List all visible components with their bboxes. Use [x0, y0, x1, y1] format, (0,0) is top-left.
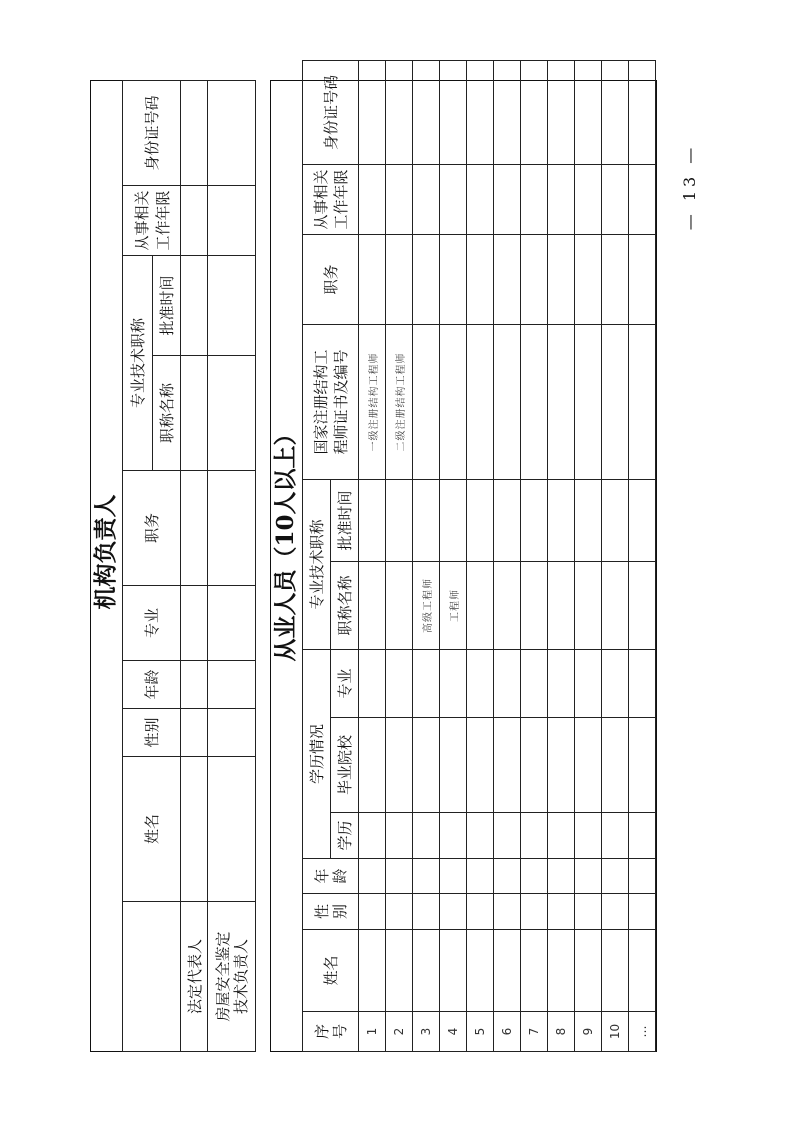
- cell: [629, 813, 656, 859]
- row-cert: [413, 324, 440, 479]
- row-seq: 9: [575, 1012, 602, 1052]
- table-row: [629, 60, 656, 1051]
- staff-table: [302, 60, 656, 1052]
- age-line1: 年: [312, 868, 331, 884]
- table-row: [413, 60, 440, 1051]
- cell: [386, 234, 413, 324]
- work-years-line2: 工作年限: [153, 190, 172, 251]
- header-id-number: 身份证号码: [123, 80, 181, 185]
- cell: [521, 479, 548, 561]
- cell: [467, 718, 494, 813]
- table-row: [386, 60, 413, 1051]
- cell: [181, 661, 208, 709]
- cell: [494, 649, 521, 717]
- cell: [602, 813, 629, 859]
- cell: [575, 649, 602, 717]
- row-title-name: [359, 561, 386, 649]
- row-seq: 7: [521, 1012, 548, 1052]
- cell: [494, 813, 521, 859]
- cell: [521, 60, 548, 164]
- cell: [575, 479, 602, 561]
- cell: [440, 234, 467, 324]
- row-title-name: [494, 561, 521, 649]
- tech-lead-line1: 房屋安全鉴定: [213, 931, 232, 1022]
- cell: [629, 718, 656, 813]
- cell: [521, 859, 548, 894]
- cell: [208, 185, 256, 255]
- header-gender: [303, 894, 359, 930]
- row-title-name: 高级工程师: [413, 561, 440, 649]
- cell: [208, 586, 256, 661]
- cell: [181, 80, 208, 185]
- cell: [181, 709, 208, 757]
- cell: [575, 60, 602, 164]
- header-approval-time: 批准时间: [331, 479, 359, 561]
- row-title-name: [629, 561, 656, 649]
- cell: [602, 479, 629, 561]
- seq-line1: 序: [312, 1024, 331, 1040]
- header-name: 姓名: [303, 930, 359, 1012]
- cell: [494, 894, 521, 930]
- row-cert: 一级注册结构工程师: [359, 324, 386, 479]
- row-title-name: [575, 561, 602, 649]
- cell: [494, 234, 521, 324]
- table-row: [494, 60, 521, 1051]
- cell: [413, 930, 440, 1012]
- cell: [386, 813, 413, 859]
- header-gender: 性别: [123, 709, 181, 757]
- cell: [467, 859, 494, 894]
- cell: [602, 164, 629, 234]
- cell: [521, 234, 548, 324]
- header-school: 毕业院校: [331, 718, 359, 813]
- cell: [208, 757, 256, 902]
- row-cert: [494, 324, 521, 479]
- cell: [602, 894, 629, 930]
- cell: [386, 479, 413, 561]
- header-major: 专业: [123, 586, 181, 661]
- cell: [494, 718, 521, 813]
- cell: [386, 930, 413, 1012]
- header-id-number: 身份证号码: [303, 60, 359, 164]
- table-row: [575, 60, 602, 1051]
- cell: [413, 894, 440, 930]
- cell: [548, 649, 575, 717]
- cell: [359, 718, 386, 813]
- cell: [440, 164, 467, 234]
- cell: [440, 894, 467, 930]
- cell: [440, 930, 467, 1012]
- cell: [467, 649, 494, 717]
- cell: [208, 471, 256, 586]
- row-cert: [548, 324, 575, 479]
- cell: [181, 757, 208, 902]
- row-seq: 3: [413, 1012, 440, 1052]
- cell: [548, 60, 575, 164]
- row-title-name: [602, 561, 629, 649]
- staff-rows: [359, 60, 656, 1051]
- cell: [494, 164, 521, 234]
- cell: [208, 80, 256, 185]
- cell: [629, 930, 656, 1012]
- header-age: 年龄: [123, 661, 181, 709]
- cell: [575, 718, 602, 813]
- cell: [629, 164, 656, 234]
- cell: [359, 164, 386, 234]
- row-cert: [521, 324, 548, 479]
- header-degree: 学历: [331, 813, 359, 859]
- cell: [386, 894, 413, 930]
- cell: [494, 930, 521, 1012]
- header-cert: [303, 324, 359, 479]
- cell: [386, 164, 413, 234]
- row-cert: [440, 324, 467, 479]
- header-age: [303, 859, 359, 894]
- cell: [602, 649, 629, 717]
- header-tech-title: 专业技术职称: [303, 479, 331, 649]
- row-title-name: [548, 561, 575, 649]
- row-seq: 4: [440, 1012, 467, 1052]
- header-tech-title: 专业技术职称: [123, 255, 153, 470]
- cell: [359, 479, 386, 561]
- leaders-table: [122, 80, 256, 1052]
- cell: [548, 718, 575, 813]
- row-seq: 1: [359, 1012, 386, 1052]
- cell: [413, 479, 440, 561]
- gender-line1: 性: [312, 904, 331, 920]
- cell: [413, 234, 440, 324]
- cell: [440, 813, 467, 859]
- header-approval-time: 批准时间: [153, 255, 181, 355]
- row-title-name: [467, 561, 494, 649]
- cell: [181, 255, 208, 355]
- table-row: [602, 60, 629, 1051]
- age-line2: 龄: [330, 868, 349, 884]
- cell: [575, 894, 602, 930]
- cell: [413, 60, 440, 164]
- header-major: 专业: [331, 649, 359, 717]
- cell: [359, 234, 386, 324]
- cell: [413, 649, 440, 717]
- table-row: [440, 60, 467, 1051]
- cell: [629, 234, 656, 324]
- cell: [208, 255, 256, 355]
- cell: [521, 930, 548, 1012]
- cell: [602, 60, 629, 164]
- tech-lead-line2: 技术负责人: [231, 939, 250, 1015]
- header-name: 姓名: [123, 757, 181, 902]
- cell: [467, 813, 494, 859]
- cell: [440, 60, 467, 164]
- cell: [629, 894, 656, 930]
- cell: [208, 356, 256, 471]
- cell: [359, 859, 386, 894]
- cell: [575, 164, 602, 234]
- work-years-line1: 从事相关: [311, 169, 330, 230]
- cell: [359, 894, 386, 930]
- header-work-years: [123, 185, 181, 255]
- page-number: — 13 —: [680, 143, 699, 231]
- cell: [494, 60, 521, 164]
- row-cert: [467, 324, 494, 479]
- cell: [602, 234, 629, 324]
- cell: [602, 859, 629, 894]
- cell: [467, 234, 494, 324]
- table-row: [359, 60, 386, 1051]
- cell: [629, 479, 656, 561]
- header-seq: [303, 1012, 359, 1052]
- cell: [602, 718, 629, 813]
- row-seq: 6: [494, 1012, 521, 1052]
- cell: [521, 894, 548, 930]
- table-row: [548, 60, 575, 1051]
- header-position: 职务: [123, 471, 181, 586]
- header-blank: [123, 902, 181, 1052]
- cell: [575, 859, 602, 894]
- cell: [521, 164, 548, 234]
- cell: [181, 185, 208, 255]
- header-title-name: 职称名称: [153, 356, 181, 471]
- header-position: 职务: [303, 234, 359, 324]
- header-title-name: 职称名称: [331, 561, 359, 649]
- cell: [521, 649, 548, 717]
- cell: [181, 356, 208, 471]
- row-cert: [575, 324, 602, 479]
- row-seq: 8: [548, 1012, 575, 1052]
- cell: [181, 586, 208, 661]
- cell: [629, 859, 656, 894]
- cell: [413, 813, 440, 859]
- cell: [386, 649, 413, 717]
- cell: [548, 479, 575, 561]
- cell: [494, 479, 521, 561]
- cell: [386, 859, 413, 894]
- work-years-line2: 工作年限: [331, 169, 350, 230]
- leaders-title: 机构负责人: [92, 494, 119, 610]
- row-title-name: 工程师: [440, 561, 467, 649]
- row-seq: 10: [602, 1012, 629, 1052]
- cell: [359, 60, 386, 164]
- row-title-name: [386, 561, 413, 649]
- cell: [467, 479, 494, 561]
- cell: [359, 813, 386, 859]
- row-title-name: [521, 561, 548, 649]
- row-cert: 二级注册结构工程师: [386, 324, 413, 479]
- cell: [467, 930, 494, 1012]
- row-seq: 5: [467, 1012, 494, 1052]
- cell: [575, 930, 602, 1012]
- cell: [548, 894, 575, 930]
- header-education: 学历情况: [303, 649, 331, 858]
- cell: [440, 718, 467, 813]
- cell: [467, 164, 494, 234]
- cell: [386, 60, 413, 164]
- cell: [494, 859, 521, 894]
- cert-line1: 国家注册结构工: [311, 349, 330, 455]
- row-seq: …: [629, 1012, 656, 1052]
- cell: [208, 661, 256, 709]
- cell: [440, 859, 467, 894]
- cell: [413, 859, 440, 894]
- table-row: [467, 60, 494, 1051]
- cell: [386, 718, 413, 813]
- cell: [181, 471, 208, 586]
- cell: [548, 813, 575, 859]
- cell: [548, 234, 575, 324]
- cell: [548, 859, 575, 894]
- row-cert: [602, 324, 629, 479]
- header-work-years: [303, 164, 359, 234]
- staff-title: 从业人员（10人以上）: [272, 422, 299, 662]
- cell: [602, 930, 629, 1012]
- row-tech-lead: [208, 902, 256, 1052]
- row-seq: 2: [386, 1012, 413, 1052]
- row-legal-rep: 法定代表人: [181, 902, 208, 1052]
- seq-line2: 号: [330, 1024, 349, 1040]
- cell: [521, 718, 548, 813]
- cell: [575, 813, 602, 859]
- cell: [548, 930, 575, 1012]
- cell: [208, 709, 256, 757]
- table-row: [521, 60, 548, 1051]
- cell: [440, 479, 467, 561]
- cell: [575, 234, 602, 324]
- cell: [413, 718, 440, 813]
- gender-line2: 别: [330, 904, 349, 920]
- cell: [359, 649, 386, 717]
- cell: [359, 930, 386, 1012]
- cell: [629, 60, 656, 164]
- cert-line2: 程师证书及编号: [331, 349, 350, 455]
- cell: [629, 649, 656, 717]
- cell: [440, 649, 467, 717]
- cell: [548, 164, 575, 234]
- row-cert: [629, 324, 656, 479]
- cell: [521, 813, 548, 859]
- cell: [413, 164, 440, 234]
- work-years-line1: 从事相关: [132, 190, 151, 251]
- cell: [467, 894, 494, 930]
- cell: [467, 60, 494, 164]
